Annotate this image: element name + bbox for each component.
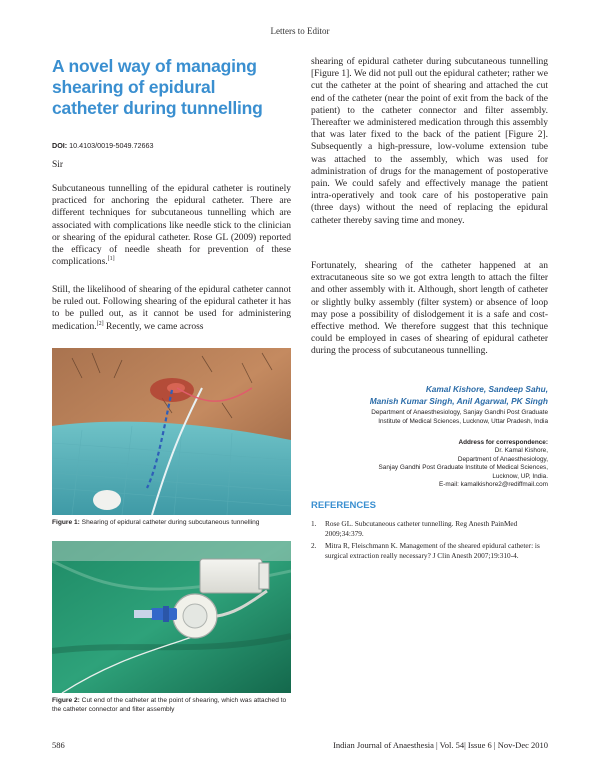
citation-2[interactable]: [2] xyxy=(96,320,104,327)
figure-1-image xyxy=(52,348,291,515)
figure-2-caption xyxy=(52,697,291,714)
figure-1-caption-text: Shearing of epidural catheter during subcutaneous tunnelling xyxy=(79,519,260,526)
running-head: Letters to Editor xyxy=(270,26,330,36)
references-heading: REFERENCES xyxy=(311,500,376,511)
figure-1-label: Figure 1: xyxy=(52,519,80,526)
salutation: Sir xyxy=(52,160,64,170)
reference-item xyxy=(311,541,548,560)
reference-text: Mitra R, Fleischmann K. Management of the sheared epidural catheter: is surgical extraction really necessary? J Clin Anesth 2007;19:310-4. xyxy=(325,541,540,560)
authors-line-2: Manish Kumar Singh, Anil Agarwal, PK Singh xyxy=(369,395,548,406)
paragraph-2-text-a: Still, the likelihood of shearing of the epidural catheter cannot be ruled out. Following shearing of the epidural catheter it has to be pulled out, as it cannot be used for administering medication. xyxy=(52,285,291,332)
figure-2-label: Figure 2: xyxy=(52,697,80,704)
doi-line xyxy=(52,141,154,150)
article-title: A novel way of managing shearing of epidural catheter during tunnelling xyxy=(52,56,263,118)
correspondence-name: Dr. Kamal Kishore, xyxy=(494,447,548,455)
paragraph-2 xyxy=(52,284,291,333)
doi-value: 10.4103/0019-5049.72663 xyxy=(69,141,154,150)
correspondence-block xyxy=(311,439,548,489)
correspondence-email[interactable]: E-mail: kamalkishore2@rediffmail.com xyxy=(438,481,548,489)
correspondence-heading: Address for correspondence: xyxy=(458,439,548,446)
page-number: 586 xyxy=(52,740,65,750)
affiliation xyxy=(311,409,548,426)
citation-1[interactable]: [1] xyxy=(107,256,115,263)
reference-number: 1. xyxy=(311,519,317,528)
reference-item xyxy=(311,519,548,538)
affiliation-line-2: Institute of Medical Sciences, Lucknow, Uttar Pradesh, India xyxy=(378,417,548,425)
figure-2-caption-text: Cut end of the catheter at the point of shearing, which was attached to the catheter connector and filter assembly xyxy=(52,697,287,713)
figure-1-caption xyxy=(52,519,297,528)
author-list xyxy=(311,384,548,407)
paragraph-1-text: Subcutaneous tunnelling of the epidural catheter is routinely practiced for anchoring the epidural catheter. There are different techniques for subcutaneous tunnelling which are associated with complications like needle stick to the clinician or shearing of the epidural catheter. Rose GL (2009) reported the efficacy of needle sheath for prevention of these complications. xyxy=(52,184,291,268)
reference-number: 2. xyxy=(311,541,317,550)
figure-2-image xyxy=(52,541,291,693)
paragraph-1 xyxy=(52,183,291,268)
journal-footer: Indian Journal of Anaesthesia | Vol. 54| Issue 6 | Nov-Dec 2010 xyxy=(333,740,548,750)
correspondence-inst: Sanjay Gandhi Post Graduate Institute of Medical Sciences, xyxy=(378,464,548,472)
doi-label: DOI: xyxy=(52,141,68,150)
correspondence-dept: Department of Anaesthesiology, xyxy=(457,455,548,463)
paragraph-3: shearing of epidural catheter during subcutaneous tunnelling [Figure 1]. We did not pull out the epidural catheter; rather we cut the catheter at the point of shearing and attached the cut end of the catheter (near the point of exit from the back of the patient) to the catheter connector and filter assembly. Thereafter we administered medication through this assembly that was later fixed to the back of the patient [Figure 2]. Subsequently a high-pressure, low-volume extension tube was attached to the assembly, which was used for administration of drugs for the management of postoperative pain. We could safely and effectively manage the patient intra-operatively and took care of his postoperative pain (three days) without the need of replacing the epidural catheter thereby saving time and money. xyxy=(311,57,548,226)
authors-line-1: Kamal Kishore, Sandeep Sahu, xyxy=(425,384,548,394)
correspondence-city: Lucknow, UP, India. xyxy=(492,472,548,480)
reference-text: Rose GL. Subcutaneous catheter tunnelling. Reg Anesth PainMed 2009;34:379. xyxy=(325,519,518,538)
paragraph-2-text-b: Recently, we came across xyxy=(103,321,204,332)
paragraph-4: Fortunately, shearing of the catheter happened at an extracutaneous site so we got extra length to attach the filter and other assembly with it. Although, short length of catheter or slightly bulky assembly (filter system) or absence of loop may pose a possibility of dislodgement it is a safe and cost-effective method. We therefore suggest that this technique could be employed in cases of shearing of epidural catheter during the process of subcutaneous tunnelling. xyxy=(311,261,548,357)
reference-list xyxy=(311,519,548,563)
affiliation-line-1: Department of Anaesthesiology, Sanjay Gandhi Post Graduate xyxy=(371,409,548,416)
